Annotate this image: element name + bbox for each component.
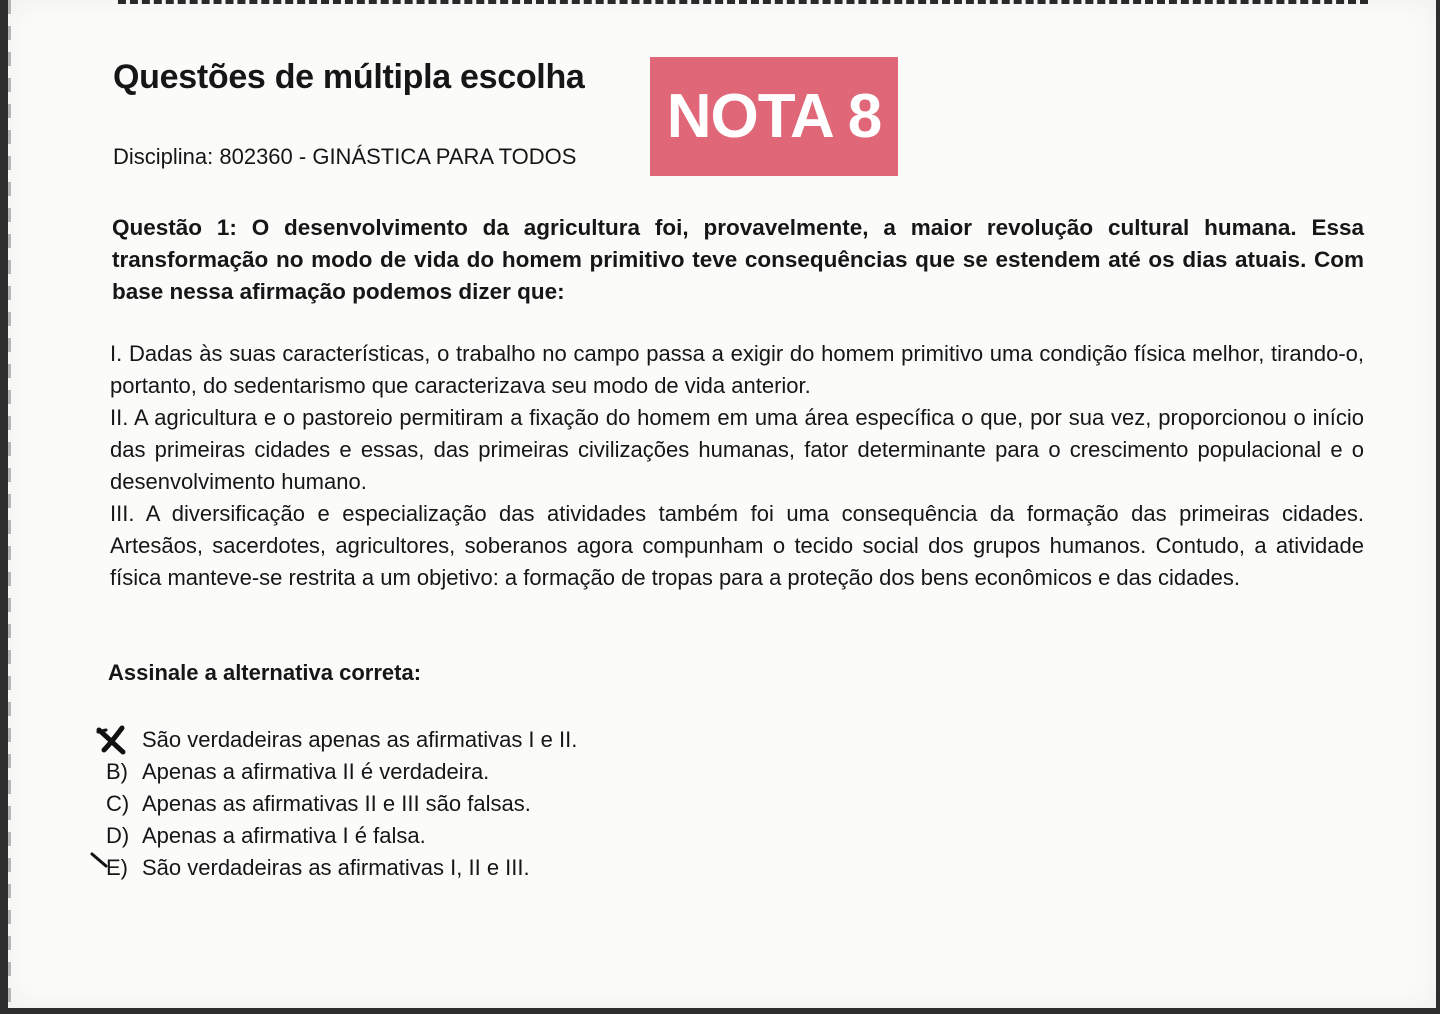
option-text: Apenas a afirmativa II é verdadeira.	[142, 759, 490, 784]
option-c[interactable]	[106, 788, 577, 820]
option-text: Apenas a afirmativa I é falsa.	[142, 823, 426, 848]
cut-line	[118, 0, 1368, 8]
statement-1: I. Dadas às suas características, o trabalho no campo passa a exigir do homem primitivo uma condição física melhor, tirando-o, portanto, do sedentarismo que caracterizava seu modo de vida anterior.	[110, 341, 1364, 398]
answer-options	[106, 724, 577, 884]
statement-2: II. A agricultura e o pastoreio permitiram a fixação do homem em uma área específica o que, por sua vez, proporcionou o início das primeiras cidades e essas, das primeiras civilizações humanas, fator determinante para o crescimento populacional e o desenvolvimento humano.	[110, 405, 1364, 494]
instruction-label: Assinale a alternativa correta:	[108, 660, 422, 685]
option-letter: C)	[106, 791, 130, 816]
perforation-edge	[8, 0, 11, 1008]
option-text: Apenas as afirmativas II e III são falsas.	[142, 791, 531, 816]
option-letter: D)	[106, 823, 130, 848]
exam-sheet	[8, 0, 1436, 1008]
x-mark-icon	[96, 724, 132, 756]
option-e[interactable]	[106, 852, 577, 884]
discipline-label: Disciplina: 802360 - GINÁSTICA PARA TODOS	[113, 144, 577, 169]
option-a[interactable]	[106, 724, 577, 756]
option-text: São verdadeiras apenas as afirmativas I e II.	[142, 727, 578, 752]
grade-badge: NOTA 8	[650, 57, 898, 176]
statement-list	[110, 338, 1364, 594]
page-title: Questões de múltipla escolha	[113, 58, 585, 96]
option-b[interactable]	[106, 756, 577, 788]
statement-3: III. A diversificação e especialização das atividades também foi uma consequência da formação das primeiras cidades. Artesãos, sacerdotes, agricultores, soberanos agora compunham o tecido social dos grupos humanos. Contudo, a atividade física manteve-se restrita a um objetivo: a formação de tropas para a proteção dos bens econômicos e das cidades.	[110, 501, 1364, 590]
check-stroke-icon	[90, 850, 112, 872]
option-letter: B)	[106, 759, 128, 784]
option-d[interactable]	[106, 820, 577, 852]
option-letter: E)	[106, 855, 128, 880]
option-text: São verdadeiras as afirmativas I, II e III.	[142, 855, 530, 880]
question-stem: Questão 1: O desenvolvimento da agricultura foi, provavelmente, a maior revolução cultural humana. Essa transformação no modo de vida do homem primitivo teve consequências que se estendem até os dias atuais. Com base nessa afirmação podemos dizer que:	[112, 215, 1364, 304]
